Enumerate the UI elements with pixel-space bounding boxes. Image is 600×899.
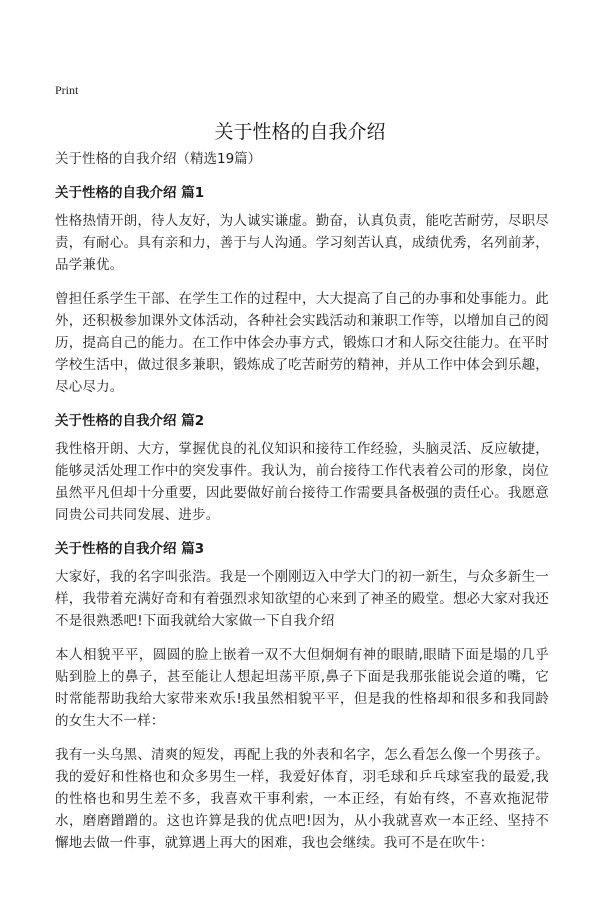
- document-body: [55, 148, 549, 866]
- section-1: [55, 182, 549, 398]
- paragraph: 曾担任系学生干部、在学生工作的过程中，大大提高了自己的办事和处事能力。此外，还积极参加课外文体活动，各种社会实践活动和兼职工作等，以增加自己的阅历，提高自己的能力。在工作中体会办事方式，锻炼口才和人际交往能力。在平时学校生活中，做过很多兼职，锻炼成了吃苦耐劳的精神，并从工作中体会到乐趣，尽心尽力。: [55, 291, 549, 395]
- section-3: [55, 538, 549, 854]
- document-subtitle: 关于性格的自我介绍（精选19篇）: [55, 151, 262, 167]
- section-heading: 关于性格的自我介绍 篇1: [55, 185, 205, 201]
- paragraph: 大家好，我的名字叫张浩。我是一个刚刚迈入中学大门的初一新生，与众多新生一样，我带着充满好奇和有着强烈求知欲望的心来到了神圣的殿堂。想必大家对我还不是很熟悉吧!下面我就给大家做一下自我介绍: [55, 569, 549, 629]
- section-2: [55, 410, 549, 526]
- section-heading: 关于性格的自我介绍 篇2: [55, 413, 205, 429]
- paragraph: 本人相貌平平，圆圆的脸上嵌着一双不大但炯炯有神的眼睛,眼睛下面是塌的几乎贴到脸上的鼻子，甚至能让人想起坦荡平原,鼻子下面是我那张能说会道的嘴，它时常能帮助我给大家带来欢乐!我虽然相貌平平，但是我的性格却和很多和我同龄的女生大不一样：: [55, 647, 549, 729]
- paragraph: 我有一头乌黑、清爽的短发，再配上我的外表和名字，怎么看怎么像一个男孩子。我的爱好和性格也和众多男生一样，我爱好体育，羽毛球和乒乓球室我的最爱,我的性格也和男生差不多，我喜欢干事利索，一本正经，有始有终，不喜欢拖泥带水，磨磨蹭蹭的。这也许算是我的优点吧!因为，从小我就喜欢一本正经、坚持不懈地去做一件事，就算遇上再大的困难，我也会继续。我可不是在吹牛：: [55, 747, 549, 851]
- section-heading: 关于性格的自我介绍 篇3: [55, 541, 205, 557]
- print-label: Print: [55, 83, 79, 97]
- paragraph: 性格热情开朗，待人友好，为人诚实谦虚。勤奋，认真负责，能吃苦耐劳，尽职尽责，有耐心。具有亲和力，善于与人沟通。学习刻苦认真，成绩优秀，名列前茅，品学兼优。: [55, 213, 549, 273]
- page-title: 关于性格的自我介绍: [214, 121, 386, 143]
- paragraph: 我性格开朗、大方，掌握优良的礼仪知识和接待工作经验，头脑灵活、反应敏捷，能够灵活处理工作中的突发事件。我认为，前台接待工作代表着公司的形象，岗位虽然平凡但却十分重要，因此要做好前台接待工作需要具备极强的责任心。我愿意同贵公司共同发展、进步。: [55, 441, 549, 523]
